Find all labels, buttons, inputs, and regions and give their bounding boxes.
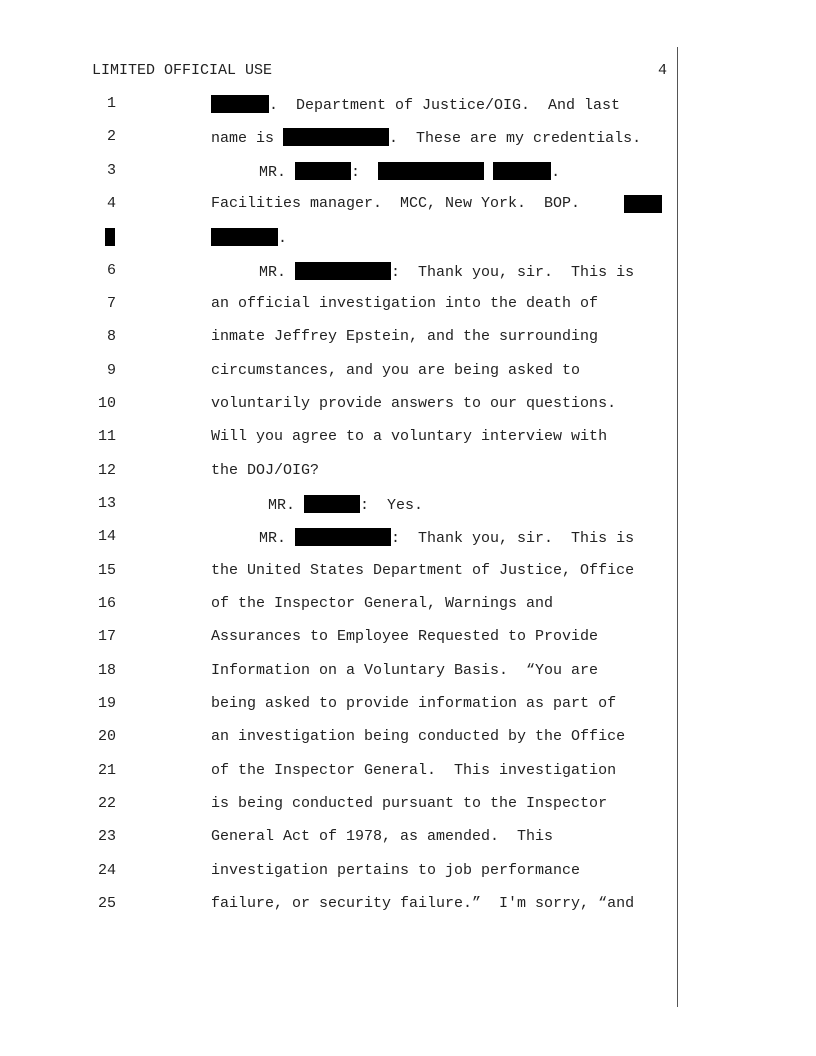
redaction-box [295,162,351,180]
line-text: name is [211,130,275,147]
transcript-line: of the Inspector General, Warnings and [211,595,554,612]
right-margin-rule [677,47,678,1007]
speaker-label: MR. [268,497,296,514]
line-number: 25 [97,895,116,912]
line-number-redaction [105,228,115,246]
transcript-line: is being conducted pursuant to the Inspector [211,795,608,812]
transcript-line [211,128,641,147]
transcript-line: Will you agree to a voluntary interview with [211,428,608,445]
line-text: : Thank you, sir. This is [391,264,635,281]
page-number: 4 [658,62,668,79]
transcript-line: Facilities manager. MCC, New York. BOP. [211,195,581,212]
line-number: 22 [97,795,116,812]
line-number: 9 [106,362,116,379]
line-text: . These are my credentials. [389,130,642,147]
line-number: 14 [97,528,116,545]
line-text: : [351,164,361,181]
transcript-line: the United States Department of Justice, Office [211,562,635,579]
transcript-line [211,95,620,114]
line-number: 4 [106,195,116,212]
line-number: 12 [97,462,116,479]
line-number: 3 [106,162,116,179]
line-number: 20 [97,728,116,745]
redaction-box [211,95,269,113]
redaction-box [624,195,662,213]
transcript-line [259,528,634,547]
line-number: 24 [97,862,116,879]
line-number: 18 [97,662,116,679]
line-number: 10 [97,395,116,412]
line-text: : Yes. [360,497,424,514]
transcript-line [259,262,634,281]
line-text: . [551,164,561,181]
redaction-box [295,262,391,280]
transcript-line: voluntarily provide answers to our questions. [211,395,617,412]
transcript-line: of the Inspector General. This investigation [211,762,617,779]
line-text: : Thank you, sir. This is [391,530,635,547]
speaker-label: MR. [259,164,287,181]
redaction-box [304,495,360,513]
transcript-line: General Act of 1978, as amended. This [211,828,554,845]
transcript-line [259,162,560,181]
line-number: 7 [106,295,116,312]
line-number: 2 [106,128,116,145]
redaction-box [283,128,389,146]
transcript-line: investigation pertains to job performance [211,862,581,879]
line-number: 6 [106,262,116,279]
line-number: 17 [97,628,116,645]
line-number: 13 [97,495,116,512]
line-number: 15 [97,562,116,579]
speaker-label: MR. [259,530,287,547]
transcript-line [211,228,287,247]
redaction-box [493,162,551,180]
transcript-line: an official investigation into the death of [211,295,599,312]
line-number: 16 [97,595,116,612]
line-number: 21 [97,762,116,779]
line-text: . [278,230,288,247]
transcript-line: being asked to provide information as part of [211,695,617,712]
redaction-box [211,228,278,246]
transcript-line: Assurances to Employee Requested to Provide [211,628,599,645]
line-number: 23 [97,828,116,845]
line-number: 8 [106,328,116,345]
line-number: 11 [97,428,116,445]
transcript-line: Information on a Voluntary Basis. “You are [211,662,599,679]
speaker-label: MR. [259,264,287,281]
transcript-line: the DOJ/OIG? [211,462,320,479]
transcript-line: circumstances, and you are being asked to [211,362,581,379]
line-number: 19 [97,695,116,712]
redaction-box [295,528,391,546]
transcript-line: failure, or security failure.” I'm sorry, “and [211,895,635,912]
line-number: 1 [106,95,116,112]
transcript-line [268,495,423,514]
page-header-classification: LIMITED OFFICIAL USE [92,62,273,79]
transcript-line: inmate Jeffrey Epstein, and the surrounding [211,328,599,345]
line-text: . Department of Justice/OIG. And last [269,97,621,114]
redaction-box [378,162,484,180]
transcript-line: an investigation being conducted by the Office [211,728,626,745]
